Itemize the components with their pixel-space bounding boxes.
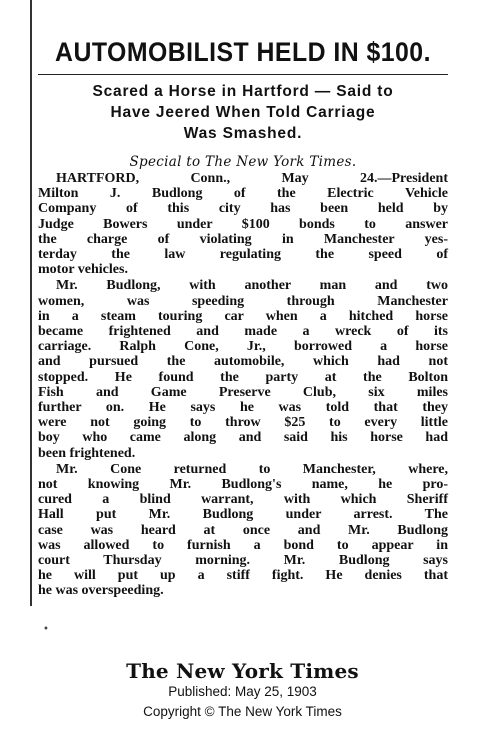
body-line: in a steam touring car when a hitched horse: [38, 308, 448, 324]
body-line: Judge Bowers under $100 bonds to answer: [38, 216, 448, 232]
body-line: Fish and Game Preserve Club, six miles: [38, 384, 448, 400]
body-line: were not going to throw $25 to every little: [38, 415, 448, 431]
body-line: carriage. Ralph Cone, Jr., borrowed a horse: [38, 339, 448, 355]
body-line: women, was speeding through Manchester: [38, 293, 448, 309]
body-line: boy who came along and said his horse had: [38, 430, 448, 446]
body-line: Milton J. Budlong of the Electric Vehicle: [38, 186, 448, 202]
subhead-line: Have Jeered When Told Carriage: [110, 104, 376, 121]
body-line: motor vehicles.: [38, 262, 128, 278]
clipping-border: [30, 0, 32, 606]
body-line: he will put up a stiff fight. He denies that: [38, 568, 448, 584]
body-line: stopped. He found the party at the Bolton: [38, 369, 448, 385]
subheadline: [38, 81, 448, 144]
subhead-line: Was Smashed.: [183, 125, 303, 142]
nyt-masthead-logo: The New York Times: [126, 659, 359, 683]
headline-rule: [38, 74, 448, 75]
article-body: [38, 171, 448, 599]
body-line: not knowing Mr. Budlong's name, he pro-: [38, 477, 448, 493]
body-line: Hall put Mr. Budlong under arrest. The: [38, 507, 448, 523]
published-date: Published: May 25, 1903: [168, 684, 317, 699]
subhead-line: Scared a Horse in Hartford — Said to: [92, 83, 394, 100]
copyright-notice: Copyright © The New York Times: [143, 704, 342, 719]
body-line: and pursued the automobile, which had not: [38, 354, 448, 370]
body-line: Mr. Cone returned to Manchester, where,: [56, 461, 448, 477]
body-line: cured a blind warrant, with which Sheriff: [38, 492, 448, 508]
body-line: terday the law regulating the speed of: [38, 247, 448, 263]
article: [38, 34, 448, 600]
body-line: further on. He says he was told that they: [38, 400, 448, 416]
paragraph-1: [38, 171, 448, 277]
dateline: Special to The New York Times.: [129, 154, 357, 170]
paragraph-3: [38, 462, 448, 599]
headline: AUTOMOBILIST HELD IN $100.: [55, 37, 431, 67]
print-speck: •: [43, 624, 49, 635]
body-line: Mr. Budlong, with another man and two: [56, 278, 448, 294]
body-line: became frightened and made a wreck of its: [38, 324, 448, 340]
body-line: court Thursday morning. Mr. Budlong says: [38, 553, 448, 569]
body-line: HARTFORD, Conn., May 24.—President: [56, 171, 448, 186]
body-line: Company of this city has been held by: [38, 201, 448, 217]
paragraph-2: [38, 278, 448, 460]
body-line: was allowed to furnish a bond to appear in: [38, 537, 448, 553]
body-line: the charge of violating in Manchester yes-: [38, 231, 448, 247]
body-line: case was heard at once and Mr. Budlong: [38, 522, 448, 538]
body-line: been frightened.: [38, 445, 136, 461]
body-line: he was overspeeding.: [38, 583, 164, 599]
